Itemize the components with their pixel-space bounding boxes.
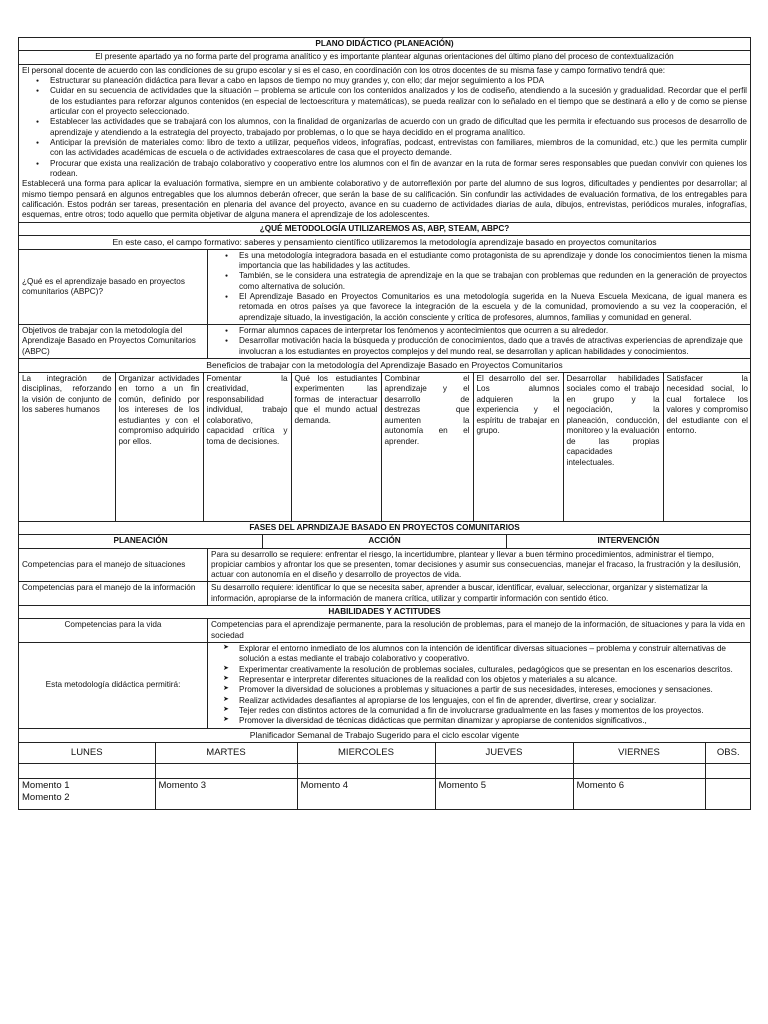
moment-label: Momento 4 (300, 780, 349, 792)
moment-label: Momento 6 (576, 780, 625, 792)
day-header: LUNES (19, 743, 155, 764)
day-cell (705, 779, 751, 809)
moment-label: Momento 1 (22, 780, 70, 792)
benefits-table (19, 373, 751, 521)
list-item: ➤ Experimentar creativamente la resolución de problemas sociales, culturales, pedagógicos que se presentan en los escenarios descritos. (239, 665, 747, 675)
objectives-list (211, 326, 747, 357)
list-item: ➤ Tejer redes con distintos actores de la comunidad a fin de involucrarse gradualmente en las fases y momentos de los proyectos. (239, 706, 747, 716)
list-item: ● Cuidar en su secuencia de actividades que la situación – problema se articule con los contenidos analizados y los de codiseño, atendiendo a la sucesión y gradualidad. Recordar que el perfil de los estudiantes para reforzar algunos contenidos (en especial de lectoescritura y matemáticas), se pueda realizar con lo señalado en el tiempo que se destinará a ello y de como se piense articular con el proyecto seleccionado. (50, 86, 747, 117)
moment-label: Momento 2 (22, 792, 70, 804)
methodology-heading: ¿QUÉ METODOLOGÍA UTILIZAREMOS AS, ABP, STEAM, ABPC? (19, 222, 751, 235)
phases-heading: FASES DEL APRNDIZAJE BASADO EN PROYECTOS COMUNITARIOS (19, 521, 751, 534)
day-cell (435, 779, 573, 809)
list-item: ➤ Explorar el entorno inmediato de los alumnos con la intención de identificar diversas situaciones – problema y construir alternativas de solución a estas mediante el trabajo colaborativo y cooperativo. (239, 644, 747, 665)
abpc-answer-list (211, 251, 747, 323)
allow-list (211, 644, 747, 727)
list-item: ● El Aprendizaje Basado en Proyectos Comunitarios es una metodología sugerida en la Nueva Escuela Mexicana, de igual manera es retomada en otros países ya que favorece la integración de la escuela y de la comunidad, promoviendo a su vez la cooperación, el aprendizaje situado, la investigación, la acción consciente y crítica de profesores, alumnos, familias y comunidad en general. (239, 292, 747, 323)
list-item: ● Establecer las actividades que se trabajará con los alumnos, con la finalidad de organizarlas de acuerdo con un grado de dificultad que les permita ir efectuando sus procesos de desarrollo de aprendizaje y atendiendo a la estrategia del proyecto, trabajado por problemas, o lo que se haya decidido en el programa analítico. (50, 117, 747, 138)
list-item: ● Procurar que exista una realización de trabajo colaborativo y cooperativo entre los alumnos con el fin de avanzar en la ruta de formar seres responsables que puedan convivir con quienes los rodean. (50, 159, 747, 180)
day-header: MIERCOLES (297, 743, 435, 764)
intro-section (19, 64, 751, 222)
list-item: ● Es una metodología integradora basada en el estudiante como protagonista de su aprendizaje y donde los conocimientos tienen la misma importancia que las habilidades y las actitudes. (239, 251, 747, 272)
phases-labels (19, 535, 750, 547)
skills-heading: HABILIDADES Y ACTITUDES (19, 606, 751, 619)
day-header: VIERNES (573, 743, 705, 764)
list-item: ● Formar alumnos capaces de interpretar los fenómenos y acontecimientos que ocurren a su alrededor. (239, 326, 747, 336)
list-item: ● Anticipar la previsión de materiales como: libro de texto a utilizar, pequeños videos, infografías, podcast, entrevistas con familiares, miembros de la comunidad, etc.) que les permita cumplir con las actividades académicas de escuela o de actividades extraescolares de casa que el proyecto demande. (50, 138, 747, 159)
day-cell (19, 779, 155, 809)
phase-row-text: Para su desarrollo se requiere: enfrentar el riesgo, la incertidumbre, plantear y llevar a buen término procedimientos, administrar el tiempo, propiciar cambios y afrontar los que se presenten, tomar decisiones y asumir sus consecuencias, manejar el fracaso, la frustración y la desilusión, actuar con autonomía en el diseño y desarrollo de proyectos de vida. (208, 548, 751, 582)
list-item: ➤ Realizar actividades desafiantes al apropiarse de los lenguajes, con el fin de aprender, divertirse, crear y socializar. (239, 696, 747, 706)
benefit-item: Qué los estudiantes experimenten las formas de interactuar que el mundo actual demanda. (291, 373, 381, 521)
life-skills-text: Competencias para el aprendizaje permanente, para la resolución de problemas, para el manejo de la información, de situaciones y para la vida en sociedad (208, 619, 751, 643)
benefit-item: Satisfacer la necesidad social, lo cual fortalece los valores y compromiso del estudiante con el entorno. (663, 373, 751, 521)
list-item: ● También, se le considera una estrategia de aprendizaje en la que se trabajan con problemas que redunden en la generación de proyectos como alternativa de solución. (239, 271, 747, 292)
day-cell (573, 779, 705, 809)
phase-label: INTERVENCIÓN (597, 536, 660, 546)
abpc-question: ¿Qué es el aprendizaje basado en proyectos comunitarios (ABPC)? (19, 249, 208, 324)
day-cell (297, 779, 435, 809)
objectives-question: Objetivos de trabajar con la metodología del Aprendizaje Basado en Proyectos Comunitarios (ABPC) (19, 325, 208, 359)
benefit-item: Organizar actividades en torno a un fin común, definido por los intereses de los estudiantes y con el compromiso adquirido por ellos. (115, 373, 203, 521)
phase-label: PLANEACIÓN (19, 535, 263, 547)
benefit-item: La integración de disciplinas, reforzando la visión de conjunto de los saberes humanos (19, 373, 115, 521)
methodology-case: En este caso, el campo formativo: saberes y pensamiento científico utilizaremos la metodología aprendizaje basado en proyectos comunitarios (19, 235, 751, 249)
moment-label: Momento 3 (158, 780, 207, 792)
benefit-item: Combinar el aprendizaje y el desarrollo de destrezas que aumenten la autonomía en el aprender. (381, 373, 473, 521)
phase-row-label: Competencias para el manejo de situaciones (19, 548, 208, 582)
benefits-heading: Beneficios de trabajar con la metodología del Aprendizaje Basado en Proyectos Comunitarios (19, 359, 751, 373)
list-item: ➤ Promover la diversidad de técnicas didácticas que permitan dinamizar y apropiarse de contenidos significativos., (239, 716, 747, 726)
benefit-item: Fomentar la creatividad, responsabilidad individual, trabajo colaborativo, capacidad crítica y toma de decisiones. (203, 373, 291, 521)
moment-label: Momento 5 (438, 780, 487, 792)
intro-lead: El personal docente de acuerdo con las condiciones de su grupo escolar y si es el caso, en coordinación con los otros docentes de su misma fase y campo formativo tendrá que: (22, 65, 666, 75)
benefit-item: El desarrollo del ser. Los alumnos adquieren la experiencia y el espíritu de trabajar en grupo. (473, 373, 563, 521)
list-item: ➤ Promover la diversidad de soluciones a problemas y situaciones a partir de sus necesidades, intereses, emociones y sensaciones. (239, 685, 747, 695)
subtitle: El presente apartado ya no forma parte del programa analítico y es importante plantear algunas orientaciones del último plano del proceso de contextualización (19, 51, 751, 64)
day-header: JUEVES (435, 743, 573, 764)
benefit-item: Desarrollar habilidades sociales como el trabajo en grupo y la negociación, la planeación, conducción, monitoreo y la evaluación de las propias capacidades intelectuales. (563, 373, 663, 521)
plan-table (18, 37, 751, 810)
phase-row-label: Competencias para el manejo de la información (19, 582, 208, 606)
list-item: ● Estructurar su planeación didáctica para llevar a cabo en lapsos de tiempo no muy grandes y, con ello; dar mejor seguimiento a los PDA (50, 76, 747, 86)
life-skills-label: Competencias para la vida (19, 619, 208, 643)
allow-label: Esta metodología didáctica permitirá: (19, 643, 208, 729)
weekly-table (19, 743, 751, 809)
list-item: ● Desarrollar motivación hacia la búsqueda y producción de conocimientos, dado que a través de atractivas experiencias de aprendizaje que involucran a los estudiantes en proyectos complejos y del mundo real, se desarrollan y aplican habilidades y conocimientos. (239, 336, 747, 357)
intro-closing: Establecerá una forma para aplicar la evaluación formativa, siempre en un ambiente colaborativo y de autorreflexión por parte del alumno de sus logros, dificultades y pendientes por desarrollar; al mismo tiempo pensará en algunos entregables que los alumnos deberán ofrecer, que serán la base de su calificación. Sin confundir las actividades de evaluación formativa, de los entregables para calificación. Estos podrán ser tareas, presentación en plenaria del avance del proyecto, avance en su cuaderno de actividades diarias de aula, dibujos, entrevistas, periódicos murales, infografías, esquemas, entre otros; todo aquello que permita objetivar de alguna manera el aprendizaje de los adolescentes. (22, 179, 747, 220)
list-item: ➤ Representar e interpretar diferentes situaciones de la realidad con los objetos y materiales a su alcance. (239, 675, 747, 685)
phase-label: ACCIÓN (263, 535, 507, 547)
day-header: MARTES (155, 743, 297, 764)
intro-list (22, 76, 747, 179)
phase-row-text: Su desarrollo requiere: identificar lo que se necesita saber, aprender a buscar, identificar, evaluar, seleccionar, organizar y sistematizar la información, apropiarse de la información de manera crítica, utilizar y compartir información con sentido ético. (208, 582, 751, 606)
weekly-heading: Planificador Semanal de Trabajo Sugerido para el ciclo escolar vigente (19, 728, 751, 742)
page-title: PLANO DIDÁCTICO (PLANEACIÓN) (19, 38, 751, 51)
day-header: OBS. (705, 743, 751, 764)
day-cell (155, 779, 297, 809)
